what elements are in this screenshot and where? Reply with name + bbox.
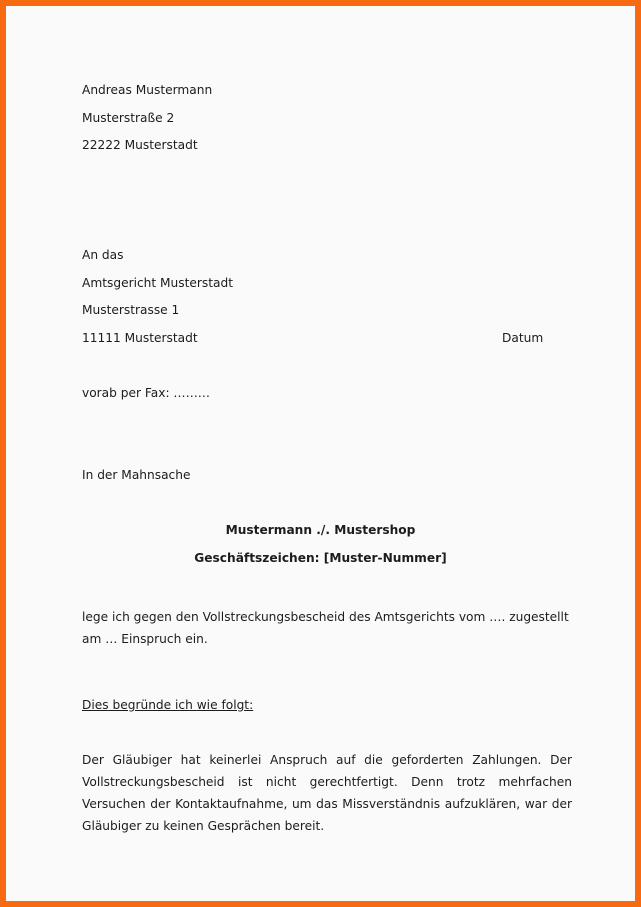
recipient-street: Musterstrasse 1: [82, 303, 180, 317]
objection-paragraph: lege ich gegen den Vollstreckungsbescheid des Amtsgerichts vom …. zugestellt am … Einspruch ein.: [82, 610, 569, 646]
reason-paragraph: Der Gläubiger hat keinerlei Anspruch auf die geforderten Zahlungen. Der Vollstreckungsbescheid ist nicht gerechtfertigt. Denn trotz mehrfachen Versuchen der Kontaktaufnahme, um das Missverständnis aufzuklären, war der Gläubiger zu keinen Gesprächen bereit.: [82, 753, 572, 833]
sender-name: Andreas Mustermann: [82, 83, 213, 97]
letter-page: [12, 12, 629, 895]
date-label: Datum: [502, 331, 544, 345]
intro-line: In der Mahnsache: [82, 468, 191, 482]
recipient-line1: An das: [82, 248, 124, 262]
case-parties: Mustermann ./. Mustershop: [225, 523, 416, 537]
reason-heading: Dies begründe ich wie folgt:: [82, 698, 254, 712]
recipient-court: Amtsgericht Musterstadt: [82, 276, 234, 290]
sender-city: 22222 Musterstadt: [82, 138, 198, 152]
sender-street: Musterstraße 2: [82, 111, 175, 125]
fax-line: vorab per Fax: ………: [82, 386, 210, 400]
recipient-city: 11111 Musterstadt: [82, 331, 198, 345]
case-reference: Geschäftszeichen: [Muster-Nummer]: [194, 551, 447, 565]
